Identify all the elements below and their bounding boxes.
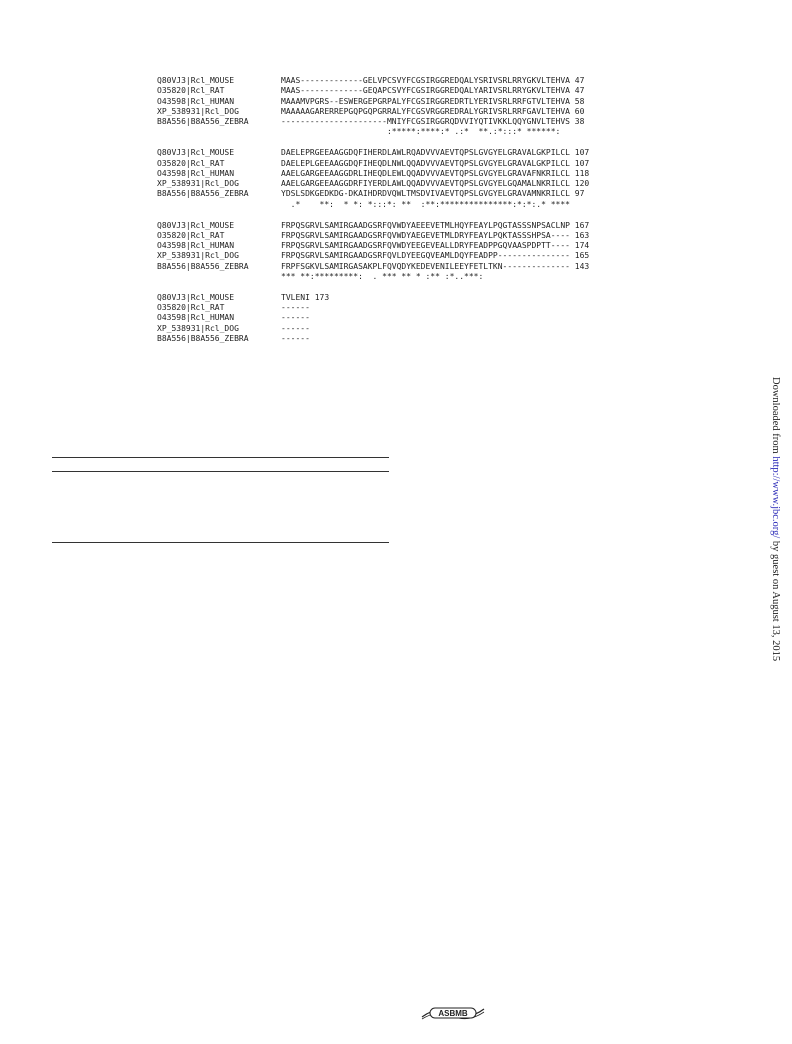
download-notice — [770, 377, 781, 661]
alignment-block — [157, 221, 589, 283]
alignment-block — [157, 293, 589, 344]
consensus-row — [157, 200, 589, 210]
alignment-row — [157, 179, 589, 189]
sequence-text: DAELEPRGEEAAGGDQFIHERDLAWLRQADVVVAEVTQPSLGVGYELGRAVALGKPILCL 107 — [281, 148, 590, 158]
alignment-row — [157, 117, 589, 127]
asbmb-logo — [418, 1003, 488, 1023]
sequence-label: XP_538931|Rcl_DOG — [157, 179, 239, 189]
sequence-text: FRPQSGRVLSAMIRGAADGSRFQVWDYAEEEVETMLHQYFEAYLPQGTASSSNPSACLNP 167 — [281, 220, 590, 230]
sequence-text: ------ — [281, 323, 310, 333]
sequence-text: AAELGARGEEAAGGDRLIHEQDLEWLQQADVVVAEVTQPSLGVGYELGRAVAFNKRILCL 118 — [281, 168, 590, 178]
alignment-row — [157, 76, 589, 86]
table-top-rule — [52, 457, 389, 458]
table-header-rule — [52, 471, 389, 472]
download-prefix: Downloaded from — [770, 377, 781, 457]
alignment-row — [157, 324, 589, 334]
sequence-text: MAAS-------------GEQAPCSVYFCGSIRGGREDQALYARIVSRLRRYGKVLTEHVA 47 — [281, 86, 585, 96]
sequence-label: XP_538931|Rcl_DOG — [157, 251, 239, 261]
jbc-link[interactable]: http://www.jbc.org/ — [770, 456, 781, 539]
download-sidebar — [766, 377, 786, 677]
sequence-text: FRPQSGRVLSAMIRGAADGSRFQVWDYAEGEVETMLDRYFEAYLPQKTASSSHPSA---- 163 — [281, 230, 590, 240]
sequence-text: YDSLSDKGEDKDG-DKAIHDRDVQWLTMSDVIVAEVTQPSLGVGYELGRAVAMNKRILCL 97 — [281, 189, 585, 199]
table-bottom-rule — [52, 542, 389, 543]
sequence-label: B8A556|B8A556_ZEBRA — [157, 189, 249, 199]
sequence-label: O43598|Rcl_HUMAN — [157, 168, 235, 178]
alignment-block — [157, 148, 589, 210]
sequence-label: Q80VJ3|Rcl_MOUSE — [157, 148, 235, 158]
alignment-row — [157, 148, 589, 158]
sequence-label: XP_538931|Rcl_DOG — [157, 106, 239, 116]
sequence-text: MAAAMVPGRS--ESWERGEPGRPALYFCGSIRGGREDRTLYERIVSRLRRFGTVLTEHVA 58 — [281, 96, 585, 106]
sequence-alignment — [157, 76, 589, 355]
sequence-label: XP_538931|Rcl_DOG — [157, 323, 239, 333]
alignment-row — [157, 169, 589, 179]
alignment-row — [157, 334, 589, 344]
alignment-row — [157, 159, 589, 169]
sequence-text: ------ — [281, 313, 310, 323]
sequence-label: Q80VJ3|Rcl_MOUSE — [157, 292, 235, 302]
sequence-text: FRPQSGRVLSAMIRGAADGSRFQVLDYEEGQVEAMLDQYFEADPP--------------- 165 — [281, 251, 590, 261]
sequence-text: ------ — [281, 303, 310, 313]
alignment-row — [157, 97, 589, 107]
sequence-text: FRPQSGRVLSAMIRGAADGSRFQVWDYEEGEVEALLDRYFEADPPGQVAASPDPTT---- 174 — [281, 241, 590, 251]
sequence-label: O35820|Rcl_RAT — [157, 303, 225, 313]
sequence-label: Q80VJ3|Rcl_MOUSE — [157, 220, 235, 230]
sequence-text: FRPFSGKVLSAMIRGASAKPLFQVQDYKEDEVENILEEYFETLTKN-------------- 143 — [281, 261, 590, 271]
alignment-row — [157, 86, 589, 96]
alignment-row — [157, 293, 589, 303]
alignment-row — [157, 313, 589, 323]
sequence-label: O43598|Rcl_HUMAN — [157, 241, 235, 251]
alignment-row — [157, 221, 589, 231]
sequence-label: O35820|Rcl_RAT — [157, 158, 225, 168]
consensus-line: :*****:****:* .:* **.:*:::* ******: — [281, 127, 561, 137]
sequence-label: O43598|Rcl_HUMAN — [157, 313, 235, 323]
sequence-text: AAELGARGEEAAGGDRFIYERDLAWLQQADVVVAEVTQPSLGVGYELGQAMALNKRILCL 120 — [281, 179, 590, 189]
alignment-block — [157, 76, 589, 138]
sequence-text: MAAAAAGARERREPGQPGQPGRRALYFCGSVRGGREDRALYGRIVSRLRRFGAVLTEHVA 60 — [281, 106, 585, 116]
sequence-text: MAAS-------------GELVPCSVYFCGSIRGGREDQALYSRIVSRLRRYGKVLTEHVA 47 — [281, 76, 585, 85]
consensus-row — [157, 127, 589, 137]
consensus-row — [157, 272, 589, 282]
sequence-text: ----------------------MNIYFCGSIRGGRQDVVIYQTIVKKLQQYGNVLTEHVS 38 — [281, 117, 585, 127]
alignment-row — [157, 251, 589, 261]
alignment-row — [157, 231, 589, 241]
sequence-label: B8A556|B8A556_ZEBRA — [157, 261, 249, 271]
sequence-text: ------ — [281, 334, 310, 344]
sequence-label: O35820|Rcl_RAT — [157, 230, 225, 240]
sequence-label: B8A556|B8A556_ZEBRA — [157, 117, 249, 127]
download-suffix: by guest on August 13, 2015 — [770, 538, 781, 662]
sequence-text: DAELEPLGEEAAGGDQFIHEQDLNWLQQADVVVAEVTQPSLGVGYELGRAVALGKPILCL 107 — [281, 158, 590, 168]
alignment-row — [157, 241, 589, 251]
alignment-row — [157, 303, 589, 313]
sequence-label: O35820|Rcl_RAT — [157, 86, 225, 96]
sequence-label: O43598|Rcl_HUMAN — [157, 96, 235, 106]
sequence-label: B8A556|B8A556_ZEBRA — [157, 334, 249, 344]
sequence-text: TVLENI 173 — [281, 292, 330, 302]
consensus-line: .* **: * *: *:::*: ** :**:***************:*:*:.* **** — [281, 199, 570, 209]
asbmb-logo-graphic — [418, 1003, 488, 1023]
logo-text: ASBMB — [438, 1009, 468, 1018]
consensus-line: *** **:*********: . *** ** * :** :*..***: — [281, 272, 484, 282]
alignment-row — [157, 189, 589, 199]
alignment-row — [157, 262, 589, 272]
sequence-label: Q80VJ3|Rcl_MOUSE — [157, 76, 235, 85]
alignment-row — [157, 107, 589, 117]
